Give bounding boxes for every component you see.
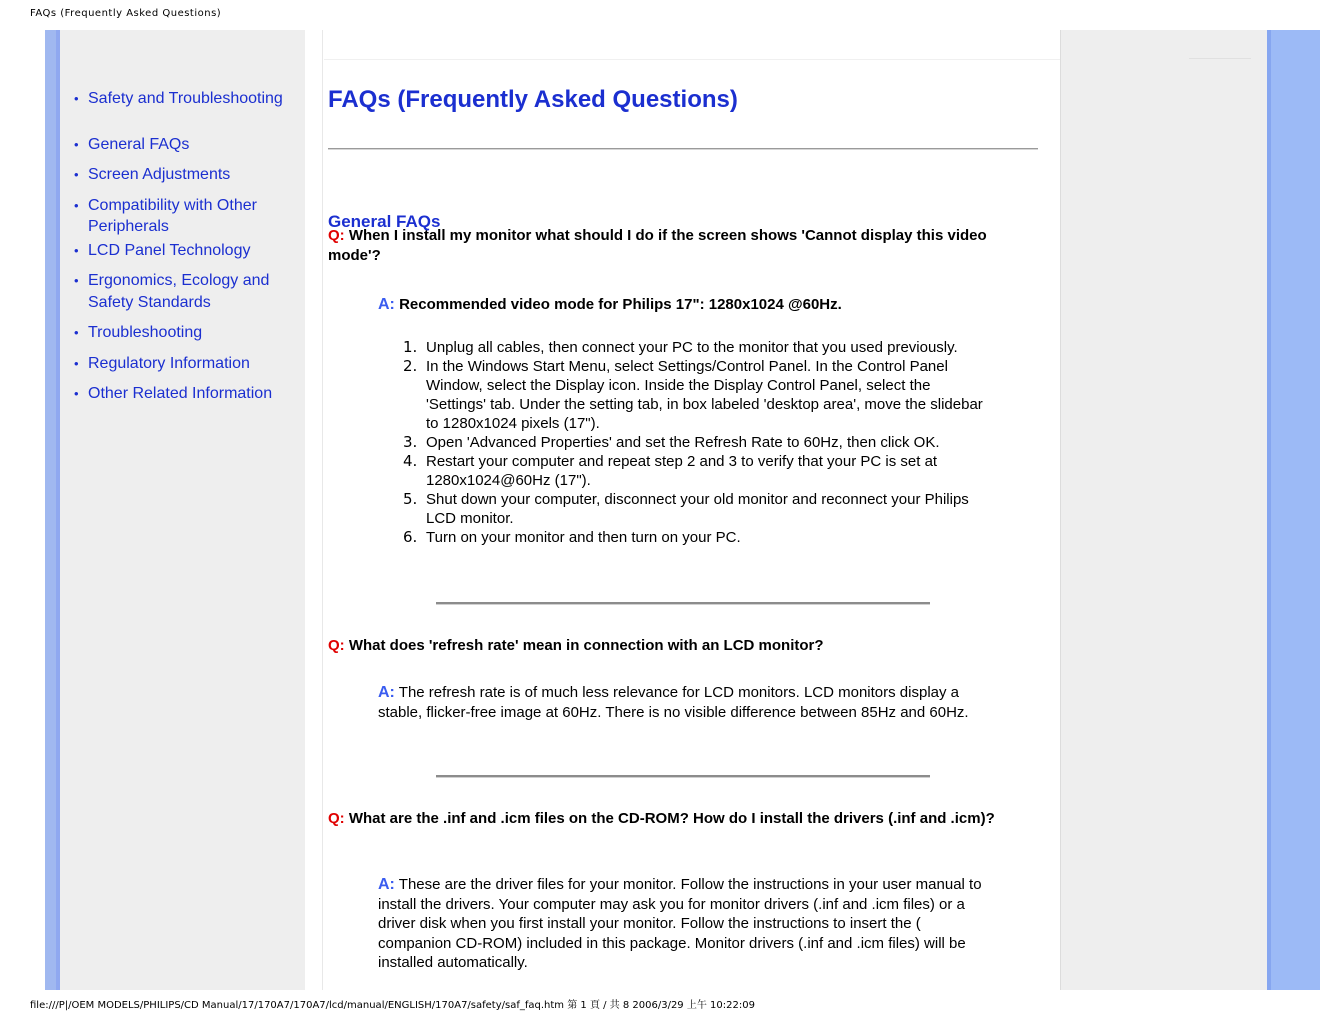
sidebar-link[interactable]: LCD Panel Technology (88, 241, 251, 259)
sidebar-link[interactable]: Other Related Information (88, 385, 273, 402)
question-text: When I install my monitor what should I do if the screen shows 'Cannot display this video mode'? (328, 227, 987, 264)
sidebar-link[interactable]: Regulatory Information (88, 354, 250, 372)
sidebar-item-safety-and-troubleshooting (74, 88, 299, 110)
faq-divider (436, 602, 930, 605)
question-text: What does 'refresh rate' mean in connection with an LCD monitor? (348, 637, 824, 654)
step-text: In the Windows Start Menu, select Settings/Control Panel. In the Control Panel Window, select the Display icon. Inside the Display Control Panel, select the 'Settings' tab. Under the setting tab, in box labeled 'desktop area', move the slidebar to 1280x1024 pixels (17"). (426, 358, 983, 432)
sidebar-item-compatibility (74, 195, 299, 238)
step-item (403, 338, 993, 357)
print-footer: file:///P|/OEM MODELS/PHILIPS/CD Manual/17/170A7/170A7/lcd/manual/ENGLISH/170A7/safety/saf_faq.htm 第 1 頁 / 共 8 2006/3/29 上午 10:22:09 (30, 1000, 755, 1011)
sidebar-list (74, 88, 299, 405)
page (45, 30, 1320, 990)
answer-1 (378, 295, 990, 315)
sidebar-link[interactable]: Compatibility with Other Peripherals (88, 196, 257, 235)
step-item (403, 452, 993, 490)
print-header: FAQs (Frequently Asked Questions) (30, 8, 222, 19)
sidebar-item-general-faqs (74, 134, 299, 156)
question-2 (328, 636, 1038, 656)
sidebar-item-regulatory-information (74, 353, 299, 375)
step-item (403, 433, 993, 452)
step-number: 4. (403, 452, 418, 470)
question-label: Q: (328, 810, 345, 827)
main-content (324, 30, 1060, 990)
steps-list (403, 338, 993, 547)
sidebar-link[interactable]: Ergonomics, Ecology and Safety Standards (88, 272, 270, 311)
step-text: Open 'Advanced Properties' and set the Refresh Rate to 60Hz, then click OK. (426, 434, 940, 451)
answer-2 (378, 683, 990, 722)
answer-label: A: (378, 876, 395, 893)
question-text: What are the .inf and .icm files on the CD-ROM? How do I install the drivers (.inf and .icm)? (348, 810, 995, 827)
sidebar-link[interactable]: Safety and Troubleshooting (88, 90, 283, 107)
step-item (403, 528, 993, 547)
top-divider (324, 59, 1060, 60)
answer-3 (378, 875, 990, 973)
right-decorative-stripe (1267, 30, 1320, 990)
step-text: Restart your computer and repeat step 2 and 3 to verify that your PC is set at 1280x1024@60Hz (17"). (426, 453, 938, 489)
step-text: Unplug all cables, then connect your PC to the monitor that you used previously. (426, 339, 958, 356)
content-gutter (305, 30, 323, 990)
question-3 (328, 809, 1008, 829)
faq-divider (436, 775, 930, 778)
section-title: General FAQs (328, 212, 441, 231)
step-text: Turn on your monitor and then turn on your PC. (426, 529, 741, 546)
sidebar-item-ergonomics (74, 270, 299, 313)
right-panel-divider (1189, 58, 1251, 59)
sidebar-link[interactable]: General FAQs (88, 135, 190, 153)
answer-text: The refresh rate is of much less relevance for LCD monitors. LCD monitors display a stable, flicker-free image at 60Hz. There is no visible difference between 85Hz and 60Hz. (378, 684, 969, 721)
sidebar-item-screen-adjustments (74, 164, 299, 186)
step-number: 2. (403, 357, 418, 375)
title-divider (328, 148, 1038, 150)
step-item (403, 357, 993, 433)
page-title: FAQs (Frequently Asked Questions) (328, 86, 738, 113)
right-panel (1060, 30, 1267, 990)
right-stripe-edge (1267, 30, 1271, 990)
question-label: Q: (328, 227, 345, 244)
sidebar-item-troubleshooting (74, 322, 299, 344)
sidebar-item-other-related-information (74, 383, 299, 405)
step-number: 3. (403, 433, 418, 451)
answer-label: A: (378, 296, 395, 313)
sidebar-item-lcd-panel-technology (74, 240, 299, 262)
sidebar-link[interactable]: Screen Adjustments (88, 166, 231, 183)
step-number: 1. (403, 338, 418, 356)
answer-label: A: (378, 684, 395, 701)
question-label: Q: (328, 637, 345, 654)
step-text: Shut down your computer, disconnect your old monitor and reconnect your Philips LCD monitor. (426, 491, 969, 527)
step-item (403, 490, 993, 528)
sidebar-nav (60, 30, 305, 990)
answer-text: Recommended video mode for Philips 17": 1280x1024 @60Hz. (399, 296, 842, 313)
question-1 (328, 226, 1038, 266)
step-number: 6. (403, 528, 418, 546)
answer-text: These are the driver files for your monitor. Follow the instructions in your user manual to install the drivers. Your computer may ask you for monitor drivers (.inf and .icm files) or a driver disk when you first install your monitor. Follow the instructions to insert the ( companion CD-ROM) included in this package. Monitor drivers (.inf and .icm files) will be installed automatically. (378, 876, 982, 971)
step-number: 5. (403, 490, 418, 508)
sidebar-link[interactable]: Troubleshooting (88, 324, 203, 341)
